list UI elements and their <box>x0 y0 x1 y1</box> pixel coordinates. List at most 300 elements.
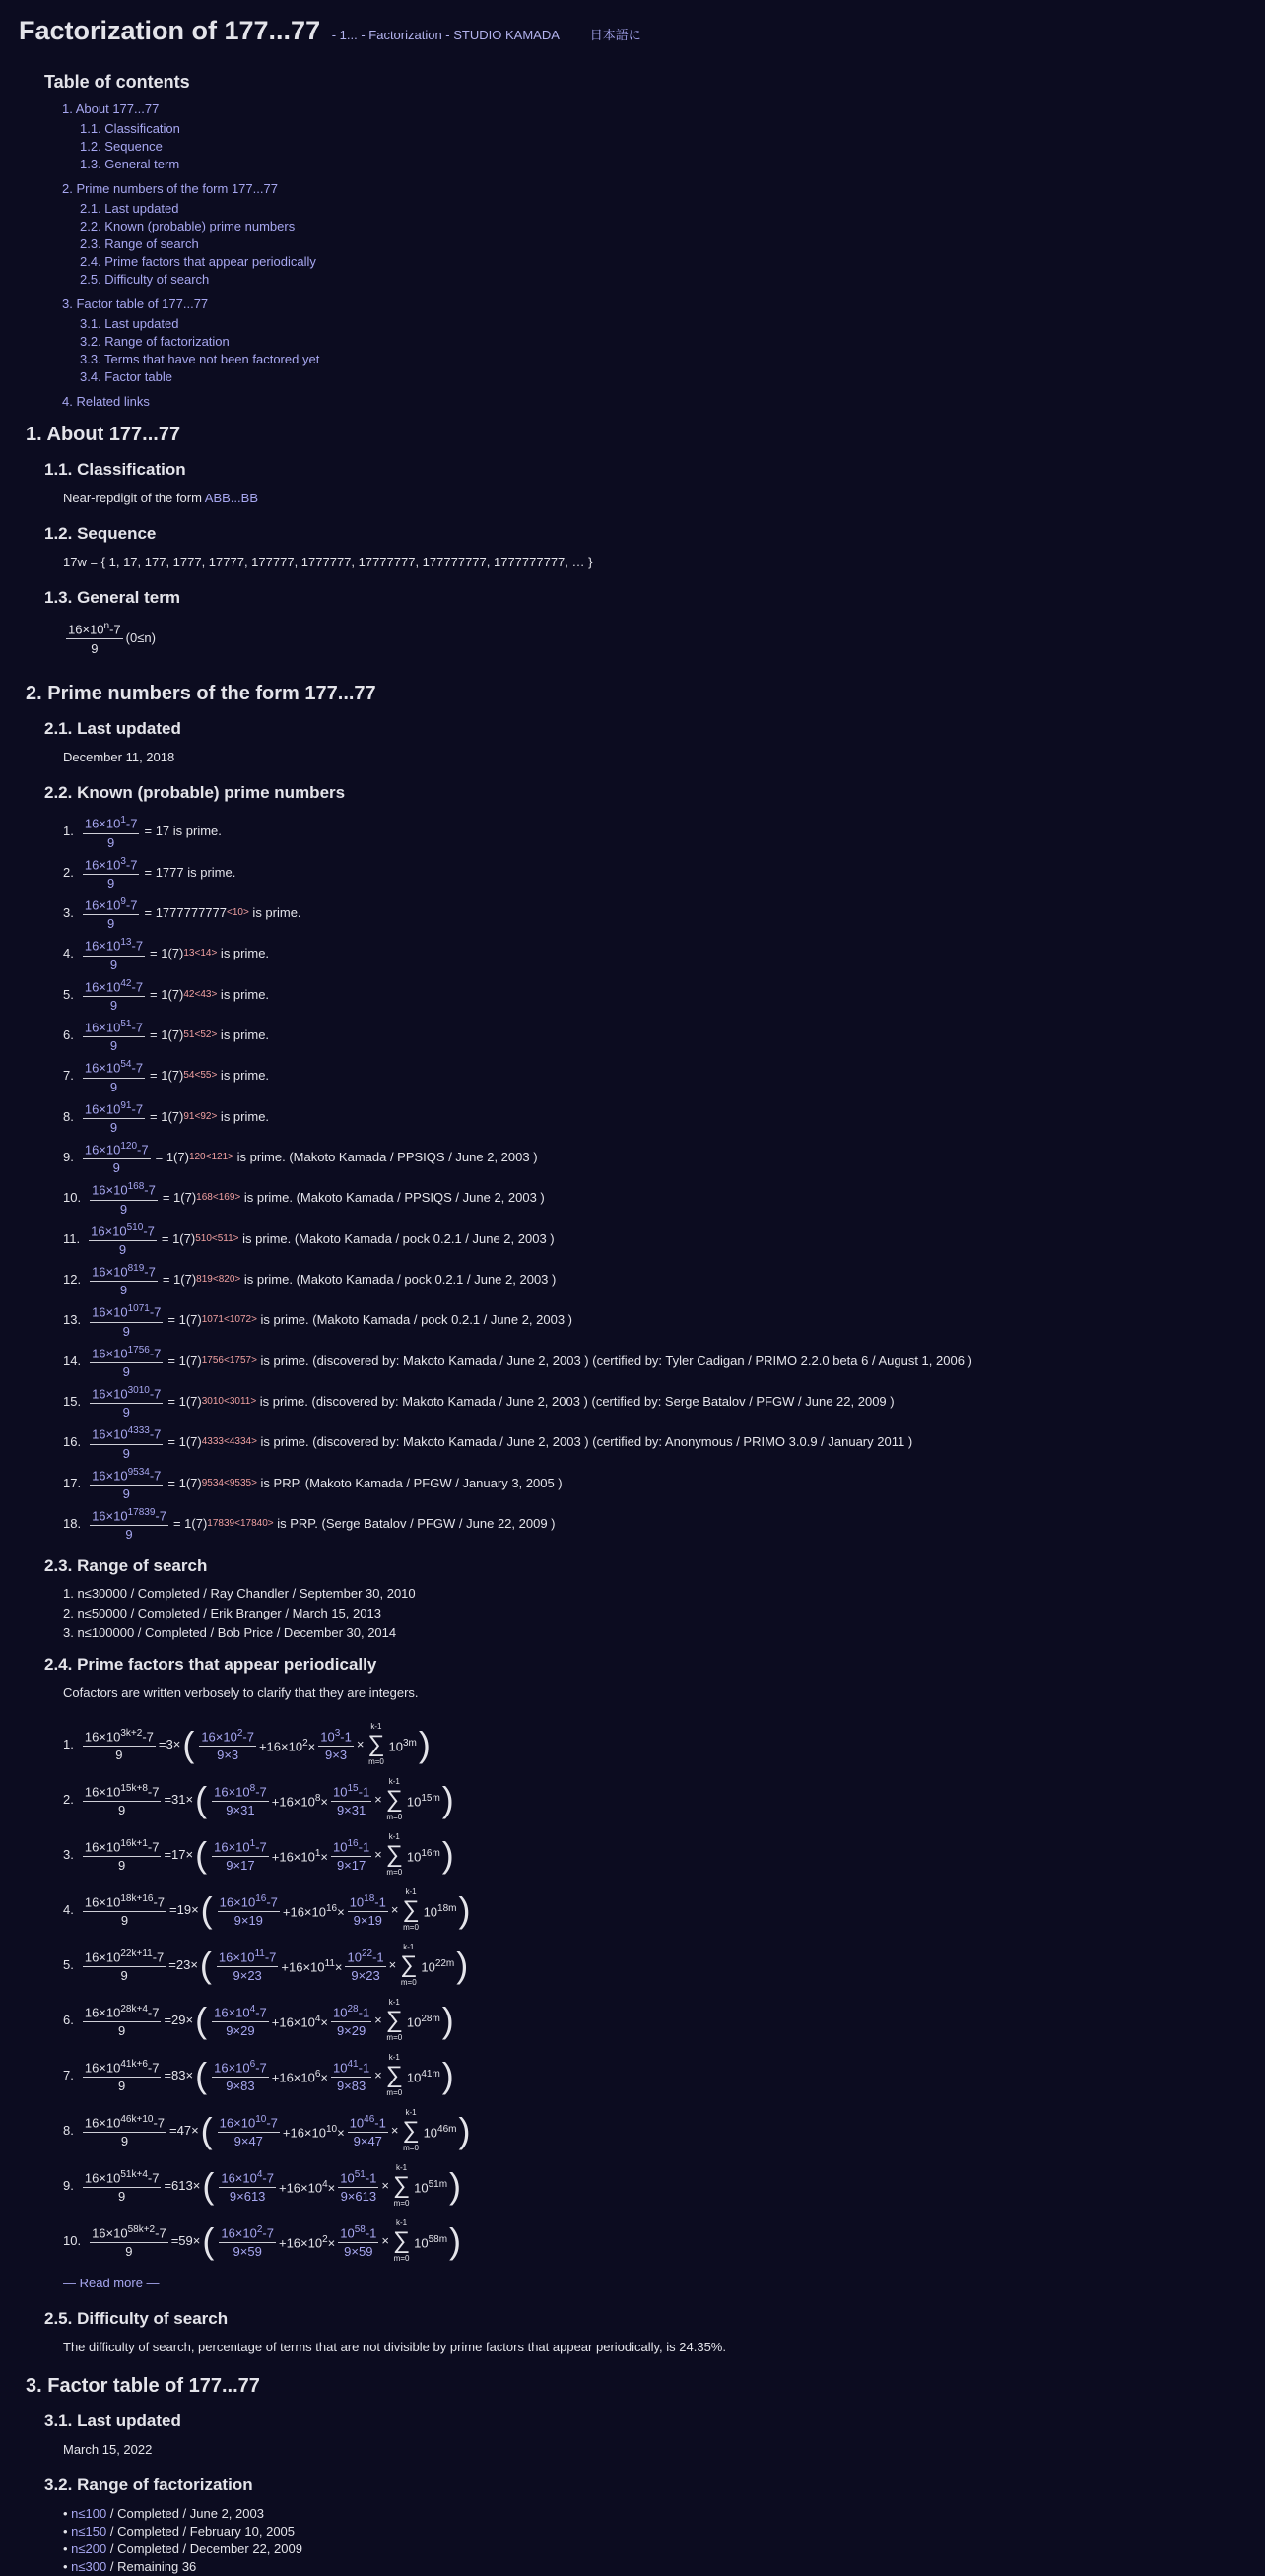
periodic-item: 2. $\frac{16\times 10^{15k+8}-7}{9}$ = 31 × ( $\frac{16\times 10^8-7}{9\times 31}$ $+16\times 10^8\times$ $\frac{10^{15}-1}{9\times 31}$ × k-1 ∑ m=0 $10^{15m}$ ) <box>63 1774 1265 1825</box>
prime-fraction[interactable]: $\frac{16\times 10^{9534}-7}{9}$ <box>92 1466 162 1501</box>
item-number: 5. <box>63 986 74 1002</box>
toc-subitem <box>80 218 1265 235</box>
prime-value: = 1(7) <box>150 986 184 1002</box>
power-term: $10^{22m}$ <box>421 1957 455 1974</box>
exponent: 3 <box>334 1728 341 1740</box>
exponent: 1756 <box>127 1344 150 1355</box>
formula-fraction: $\frac{10^{15}-1}{9\times 31}$ <box>333 1783 370 1818</box>
prime-item <box>63 1505 1265 1543</box>
item-number: 12. <box>63 1272 82 1288</box>
prime-factor: 613 <box>243 2189 266 2205</box>
heading-difficulty: 2.5. Difficulty of search <box>44 2309 229 2329</box>
prime-factor: 59 <box>359 2244 373 2260</box>
prime-value: = 17 <box>144 824 170 839</box>
prime-item <box>63 894 1265 932</box>
toc-sublink[interactable]: 3.2. Range of factorization <box>80 334 230 349</box>
sigma-icon: k-1 ∑ m=0 <box>385 1777 403 1822</box>
prime-status: is prime. <box>217 1027 270 1043</box>
digit-count: 4333<4334> <box>201 1436 257 1448</box>
exponent: 10 <box>325 2123 338 2135</box>
formula-fraction: $\frac{16\times 10^1-7}{9\times 17}$ <box>214 1838 267 1874</box>
exponent: 1 <box>314 1847 321 1859</box>
prime-factor: 19 <box>367 1913 382 1929</box>
heading-periodic-factors: 2.4. Prime factors that appear periodically <box>44 1655 377 1675</box>
right-paren: ) <box>418 1724 431 1765</box>
prime-status: is prime. (Makoto Kamada / pock 0.2.1 / June 2, 2003 ) <box>238 1230 555 1246</box>
right-paren: ) <box>441 1779 454 1820</box>
formula-fraction: $\frac{16\times 10^{51k+4}-7}{9}$ <box>84 2169 160 2205</box>
item-number: 4. <box>63 1902 74 1918</box>
digit-count: 51<52> <box>183 1029 218 1041</box>
item-number: 6. <box>63 2013 74 2028</box>
prime-status: is prime. <box>169 824 222 839</box>
sigma-icon: k-1 ∑ m=0 <box>385 2053 403 2098</box>
sigma-icon: k-1 ∑ m=0 <box>385 1832 403 1878</box>
item-number: 13. <box>63 1312 82 1328</box>
prime-value: = 1(7) <box>150 1068 184 1084</box>
digit-count: 42<43> <box>183 988 218 1000</box>
left-paren: ( <box>202 2165 215 2207</box>
read-more-link[interactable]: — Read more — <box>63 2276 160 2291</box>
classification <box>63 490 1265 506</box>
prime-value: = 1(7) <box>150 1027 184 1043</box>
exponent: 16 <box>325 1902 338 1914</box>
prime-status: is prime. (Makoto Kamada / pock 0.2.1 / June 2, 2003 ) <box>256 1312 573 1328</box>
exponent: 1 <box>120 815 126 826</box>
prime-value: = 1(7) <box>167 1312 202 1328</box>
exponent: 15k+8 <box>120 1783 148 1795</box>
prime-fraction[interactable]: $\frac{16\times 10^{3010}-7}{9}$ <box>92 1384 162 1420</box>
heading-factor-last-updated: 3.1. Last updated <box>44 2411 181 2431</box>
language-link[interactable]: 日本語に <box>589 28 641 42</box>
toc-subitem <box>80 351 1265 368</box>
formula-fraction: $\frac{10^{41}-1}{9\times 83}$ <box>333 2059 370 2094</box>
formula-fraction: $\frac{10^{18}-1}{9\times 19}$ <box>349 1893 386 1929</box>
digit-count: 17839<17840> <box>207 1518 274 1530</box>
formula-fraction: $\frac{10^{22}-1}{9\times 23}$ <box>347 1949 384 1984</box>
formula-fraction: $\frac{16\times 10^{3k+2}-7}{9}$ <box>84 1728 154 1763</box>
prime-item <box>63 1179 1265 1217</box>
formula-fraction: $\frac{16\times 10^{41k+6}-7}{9}$ <box>84 2059 160 2094</box>
sigma-icon: k-1 ∑ m=0 <box>367 1722 385 1767</box>
prime-item <box>63 1098 1265 1136</box>
toc-sublink[interactable]: 2.2. Known (probable) prime numbers <box>80 219 296 233</box>
power-term: $10^{16m}$ <box>406 1847 440 1864</box>
factor-last-updated-value: March 15, 2022 <box>63 2442 153 2458</box>
exponent: 22 <box>361 1949 373 1960</box>
exponent: 13 <box>120 937 132 949</box>
right-paren: ) <box>441 2000 454 2041</box>
digit-count: 3010<3011> <box>201 1396 257 1408</box>
toc-sublink[interactable]: 1.3. General term <box>80 157 180 171</box>
prime-value: = 1(7) <box>162 1272 197 1288</box>
breadcrumb[interactable]: - 1... - Factorization - STUDIO KAMADA <box>331 28 560 42</box>
sigma-icon: k-1 ∑ m=0 <box>402 2108 420 2153</box>
power-term: $10^{15m}$ <box>406 1792 440 1809</box>
item-number: 2. <box>63 864 74 880</box>
exponent: 17839 <box>127 1506 156 1518</box>
periodic-item: 4. $\frac{16\times 10^{18k+16}-7}{9}$ = 19 × ( $\frac{16\times 10^{16}-7}{9\times 19}$ $+16\times 10^{16}\times$ $\frac{10^{18}-1}{9\times 19}$ × k-1 ∑ m=0 $10^{18m}$ ) <box>63 1884 1265 1936</box>
exponent: 58m <box>428 2233 448 2245</box>
item-number: 17. <box>63 1475 82 1490</box>
toc-subitem <box>80 200 1265 218</box>
prime-value: = 1(7) <box>162 1190 197 1206</box>
formula-fraction: $\frac{16\times 10^{28k+4}-7}{9}$ <box>84 2004 160 2039</box>
prime-fraction[interactable]: $\frac{16\times 10^{1756}-7}{9}$ <box>92 1344 162 1379</box>
formula-fraction: $\frac{16\times 10^{58k+2}-7}{9}$ <box>92 2224 166 2260</box>
formula-fraction: $\frac{16\times 10^4-7}{9\times 613}$ <box>221 2169 274 2205</box>
exponent: 4 <box>249 2004 256 2015</box>
exponent: 91 <box>120 1099 132 1111</box>
toc-list <box>44 100 1265 410</box>
exponent: 2 <box>302 1737 308 1749</box>
general-term <box>63 618 1265 657</box>
exponent: 2 <box>236 1728 243 1740</box>
range-status: / Completed / December 22, 2009 <box>106 2542 302 2557</box>
digit-count: 54<55> <box>183 1070 218 1082</box>
prime-fraction[interactable]: $\frac{16\times 10^{510}-7}{9}$ <box>91 1222 155 1257</box>
toc-sublink[interactable]: 1.1. Classification <box>80 121 180 136</box>
exponent: 6 <box>314 2068 321 2080</box>
left-paren: ( <box>200 2110 213 2151</box>
prime-factor: 3 <box>231 1748 239 1763</box>
exponent: 46 <box>364 2114 375 2126</box>
range-link[interactable]: n≤100 <box>71 2506 107 2522</box>
prime-factor: 83 <box>351 2079 366 2094</box>
left-paren: ( <box>195 1779 208 1820</box>
exponent: 15 <box>347 1783 359 1795</box>
digit-count: 120<121> <box>188 1152 233 1163</box>
last-updated-value: December 11, 2018 <box>63 750 175 765</box>
middle-term: $+16\times 10^2\times$ <box>258 1737 316 1753</box>
table-of-contents <box>44 72 1265 410</box>
factorization-range-list <box>63 2505 1265 2576</box>
prime-fraction[interactable]: $\frac{16\times 10^{42}-7}{9}$ <box>84 977 144 1013</box>
right-paren: ) <box>441 2055 454 2096</box>
item-number: 8. <box>63 2123 74 2139</box>
periodic-item: 9. $\frac{16\times 10^{51k+4}-7}{9}$ = 613 × ( $\frac{16\times 10^4-7}{9\times 613}$ $+16\times 10^4\times$ $\frac{10^{51}-1}{9\times 613}$ × k-1 ∑ m=0 $10^{51m}$ ) <box>63 2160 1265 2212</box>
page-title: Factorization of 177...77 <box>19 16 321 45</box>
power-term: $10^{28m}$ <box>406 2013 440 2029</box>
prime-fraction[interactable]: $\frac{16\times 10^{1071}-7}{9}$ <box>92 1303 162 1339</box>
formula-fraction: $\frac{16\times 10^{15k+8}-7}{9}$ <box>84 1783 160 1818</box>
exponent: 41k+6 <box>120 2059 148 2071</box>
right-paren: ) <box>458 1889 471 1931</box>
toc-sublink[interactable]: 3.3. Terms that have not been factored yet <box>80 352 320 366</box>
toc-subitem <box>80 138 1265 156</box>
digit-count: <10> <box>227 907 249 919</box>
periodic-item: 6. $\frac{16\times 10^{28k+4}-7}{9}$ = 29 × ( $\frac{16\times 10^4-7}{9\times 29}$ $+16\times 10^4\times$ $\frac{10^{28}-1}{9\times 29}$ × k-1 ∑ m=0 $10^{28m}$ ) <box>63 1995 1265 2046</box>
formula-fraction: $\frac{16\times 10^{16}-7}{9\times 19}$ <box>219 1893 278 1929</box>
prime-factor: 31 <box>240 1803 255 1818</box>
prime-factor: 23 <box>247 1968 262 1984</box>
heading-range-of-factorization: 3.2. Range of factorization <box>44 2476 253 2495</box>
formula-fraction: $\frac{10^{28}-1}{9\times 29}$ <box>333 2004 370 2039</box>
toc-subitem <box>80 120 1265 138</box>
toc-item <box>62 180 1265 289</box>
toc-sublink[interactable]: 2.3. Range of search <box>80 236 199 251</box>
toc-sublink[interactable]: 2.1. Last updated <box>80 201 179 216</box>
item-number: 11. <box>63 1230 81 1246</box>
prime-factor: 59 <box>247 2244 262 2260</box>
prime-fraction[interactable]: $\frac{16\times 10^{51}-7}{9}$ <box>84 1018 144 1054</box>
periodic-item: 5. $\frac{16\times 10^{22k+11}-7}{9}$ = 23 × ( $\frac{16\times 10^{11}-7}{9\times 23}$ $+16\times 10^{11}\times$ $\frac{10^{22}-1}{9\times 23}$ × k-1 ∑ m=0 $10^{22m}$ ) <box>63 1940 1265 1991</box>
item-number: 4. <box>63 946 74 961</box>
left-paren: ( <box>182 1724 195 1765</box>
exponent: 16 <box>255 1893 267 1905</box>
periodic-item: 10. $\frac{16\times 10^{58k+2}-7}{9}$ = 59 × ( $\frac{16\times 10^2-7}{9\times 59}$ $+16\times 10^2\times$ $\frac{10^{58}-1}{9\times 59}$ × k-1 ∑ m=0 $10^{58m}$ ) <box>63 2215 1265 2267</box>
range-status: / Remaining 36 <box>106 2559 197 2575</box>
range-link[interactable]: n≤150 <box>71 2524 107 2540</box>
item-number: 7. <box>63 1068 74 1084</box>
prime-status: is PRP. (Makoto Kamada / PFGW / January 3, 2005 ) <box>256 1475 563 1490</box>
exponent: 15m <box>421 1792 440 1804</box>
toc-sublink[interactable]: 2.5. Difficulty of search <box>80 272 210 287</box>
prime-factor: 31 <box>171 1792 186 1808</box>
range-link[interactable]: n≤300 <box>71 2559 107 2575</box>
right-paren: ) <box>458 2110 471 2151</box>
item-number: 3. <box>63 905 74 921</box>
prime-factor: 29 <box>240 2023 255 2039</box>
prime-fraction[interactable]: $\frac{16\times 10^{54}-7}{9}$ <box>84 1059 144 1094</box>
toc-link[interactable]: 2. Prime numbers of the form 177...77 <box>62 181 278 196</box>
prime-factor: 19 <box>176 1902 192 1918</box>
exponent: 510 <box>126 1222 144 1233</box>
prime-status: is prime. <box>217 1068 270 1084</box>
middle-term: $+16\times 10^4\times$ <box>271 2013 329 2029</box>
prime-status: is prime. (discovered by: Makoto Kamada / June 2, 2003 ) (certified by: Serge Batalov / PFGW / June 22, 2009 ) <box>256 1394 895 1410</box>
classification-text: Near-repdigit of the form <box>63 491 205 505</box>
exponent: 3k+2 <box>120 1728 143 1740</box>
prime-value: = 1(7) <box>150 1108 184 1124</box>
general-term-fraction: $\frac{16\times 10^n-7}{9}$ <box>66 618 123 657</box>
prime-item <box>63 1139 1265 1176</box>
prime-fraction[interactable]: $\frac{16\times 10^1-7}{9}$ <box>84 815 138 850</box>
exponent: 51 <box>120 1018 132 1029</box>
prime-fraction[interactable]: $\frac{16\times 10^{91}-7}{9}$ <box>84 1099 144 1135</box>
item-number: 6. <box>63 1027 74 1043</box>
range-status: / Completed / June 2, 2003 <box>106 2506 264 2522</box>
exponent: 22k+11 <box>120 1949 153 1960</box>
formula-fraction: $\frac{16\times 10^{46k+10}-7}{9}$ <box>84 2114 166 2149</box>
prime-value: = 1777 <box>144 864 184 880</box>
exponent: 58k+2 <box>127 2224 156 2236</box>
formula-fraction: $\frac{16\times 10^4-7}{9\times 29}$ <box>214 2004 267 2039</box>
prime-status: is prime. (discovered by: Makoto Kamada / June 2, 2003 ) (certified by: Tyler Cadigan / PRIMO 2.2.0 beta 6 / August 1, 2006 ) <box>256 1353 972 1368</box>
exponent: 1071 <box>127 1303 150 1315</box>
prime-status: is prime. <box>248 905 301 921</box>
exponent: 46m <box>437 2123 457 2135</box>
power-term: $10^{51m}$ <box>414 2178 448 2195</box>
range-status: / Completed / February 10, 2005 <box>106 2524 296 2540</box>
exponent: 2 <box>256 2224 263 2236</box>
prime-item <box>63 854 1265 892</box>
exponent: 3010 <box>127 1384 150 1396</box>
item-number: 10. <box>63 2233 82 2249</box>
exponent: 4 <box>256 2169 263 2181</box>
section-1-heading: 1. About 177...77 <box>26 424 181 445</box>
toc-link[interactable]: 4. Related links <box>62 394 150 409</box>
digit-count: 168<169> <box>196 1192 241 1204</box>
sigma-icon: k-1 ∑ m=0 <box>400 1943 418 1988</box>
toc-sublink[interactable]: 2.4. Prime factors that appear periodically <box>80 254 316 269</box>
prime-factor: 23 <box>175 1957 191 1973</box>
exponent: 54 <box>120 1059 132 1071</box>
left-paren: ( <box>202 2220 215 2262</box>
formula-fraction: $\frac{10^3-1}{9\times 3}$ <box>320 1728 352 1763</box>
digit-count: 9534<9535> <box>201 1477 257 1488</box>
toc-subitem <box>80 253 1265 271</box>
prime-factor: 613 <box>355 2189 377 2205</box>
digit-count: 13<14> <box>183 948 218 959</box>
exponent: 9534 <box>127 1466 150 1478</box>
exponent: 41 <box>347 2059 359 2071</box>
exponent: 6 <box>249 2059 256 2071</box>
prime-fraction[interactable]: $\frac{16\times 10^3-7}{9}$ <box>84 855 138 891</box>
prime-factor: 47 <box>367 2134 382 2149</box>
prime-fraction[interactable]: $\frac{16\times 10^{17839}-7}{9}$ <box>92 1506 166 1543</box>
prime-factor: 59 <box>178 2233 193 2249</box>
left-paren: ( <box>195 1834 208 1876</box>
heading-last-updated: 2.1. Last updated <box>44 719 181 739</box>
search-range-item: 3. n≤100000 / Completed / Bob Price / December 30, 2014 <box>63 1625 397 1641</box>
exponent: 1 <box>249 1838 256 1850</box>
prime-fraction[interactable]: $\frac{16\times 10^{120}-7}{9}$ <box>84 1140 149 1176</box>
power-term: $10^{41m}$ <box>406 2068 440 2084</box>
toc-sublink[interactable]: 3.4. Factor table <box>80 369 172 384</box>
exponent: 51 <box>354 2169 366 2181</box>
toc-link[interactable]: 3. Factor table of 177...77 <box>62 297 209 311</box>
periodic-item: 1. $\frac{16\times 10^{3k+2}-7}{9}$ = 3 × ( $\frac{16\times 10^2-7}{9\times 3}$ $+16\times 10^2\times$ $\frac{10^3-1}{9\times 3}$ × k-1 ∑ m=0 $10^{3m}$ ) <box>63 1719 1265 1770</box>
exponent: 3 <box>120 855 126 867</box>
prime-fraction[interactable]: $\frac{16\times 10^{13}-7}{9}$ <box>84 937 144 972</box>
toc-item <box>62 393 1265 410</box>
middle-term: $+16\times 10^2\times$ <box>278 2233 336 2250</box>
middle-term: $+16\times 10^6\times$ <box>271 2068 329 2084</box>
exponent: 8 <box>249 1783 256 1795</box>
formula-fraction: $\frac{10^{46}-1}{9\times 47}$ <box>349 2114 386 2149</box>
toc-subitem <box>80 368 1265 386</box>
formula-fraction: $\frac{16\times 10^{10}-7}{9\times 47}$ <box>219 2114 278 2149</box>
prime-status: is prime. <box>217 1108 270 1124</box>
prime-factor: 31 <box>351 1803 366 1818</box>
heading-general-term: 1.3. General term <box>44 588 180 607</box>
formula-fraction: $\frac{16\times 10^{22k+11}-7}{9}$ <box>84 1949 165 1984</box>
sequence-text: 17w = { 1, 17, 177, 1777, 17777, 177777, 1777777, 17777777, 177777777, 1777777777, … } <box>63 555 593 569</box>
classification-link[interactable]: ABB...BB <box>204 491 258 505</box>
right-paren: ) <box>449 2220 462 2262</box>
item-number: 9. <box>63 1150 74 1165</box>
item-number: 5. <box>63 1957 74 1973</box>
heading-known-primes: 2.2. Known (probable) prime numbers <box>44 783 346 803</box>
exponent: 4 <box>322 2178 328 2190</box>
sigma-icon: k-1 ∑ m=0 <box>385 1998 403 2043</box>
prime-fraction[interactable]: $\frac{16\times 10^{168}-7}{9}$ <box>92 1181 156 1217</box>
toc-link[interactable]: 1. About 177...77 <box>62 101 160 116</box>
prime-value: = 1(7) <box>150 946 184 961</box>
prime-item <box>63 1221 1265 1258</box>
exponent: 8 <box>314 1792 321 1804</box>
item-number: 3. <box>63 1847 74 1863</box>
digit-count: 1071<1072> <box>201 1314 257 1326</box>
right-paren: ) <box>449 2165 462 2207</box>
prime-factor: 17 <box>240 1858 255 1874</box>
prime-factor: 17 <box>351 1858 366 1874</box>
prime-value: = 1(7) <box>167 1353 202 1368</box>
known-primes-list <box>63 813 1265 1543</box>
periodic-item: 3. $\frac{16\times 10^{16k+1}-7}{9}$ = 17 × ( $\frac{16\times 10^1-7}{9\times 17}$ $+16\times 10^1\times$ $\frac{10^{16}-1}{9\times 17}$ × k-1 ∑ m=0 $10^{16m}$ ) <box>63 1829 1265 1881</box>
formula-fraction: $\frac{16\times 10^2-7}{9\times 59}$ <box>221 2224 274 2260</box>
power-term: $10^{58m}$ <box>414 2233 448 2250</box>
periodic-item: 7. $\frac{16\times 10^{41k+6}-7}{9}$ = 83 × ( $\frac{16\times 10^6-7}{9\times 83}$ $+16\times 10^6\times$ $\frac{10^{41}-1}{9\times 83}$ × k-1 ∑ m=0 $10^{41m}$ ) <box>63 2050 1265 2101</box>
formula-fraction: $\frac{16\times 10^{18k+16}-7}{9}$ <box>84 1893 166 1929</box>
item-number: 1. <box>63 824 74 839</box>
item-number: 15. <box>63 1394 82 1410</box>
toc-subitem <box>80 235 1265 253</box>
prime-status: is prime. <box>217 986 270 1002</box>
formula-fraction: $\frac{16\times 10^6-7}{9\times 83}$ <box>214 2059 267 2094</box>
prime-item <box>63 1423 1265 1461</box>
prime-value: = 1777777777 <box>144 905 227 921</box>
toc-sublink[interactable]: 1.2. Sequence <box>80 139 163 154</box>
periodic-factor-list <box>63 1719 1265 2267</box>
cofactor-note: Cofactors are written verbosely to clarify that they are integers. <box>63 1685 419 1701</box>
item-number: 1. <box>63 1737 74 1752</box>
exponent: 46k+10 <box>120 2114 154 2126</box>
prime-item <box>63 1465 1265 1502</box>
middle-term: $+16\times 10^1\times$ <box>271 1847 329 1864</box>
exponent: 819 <box>127 1262 145 1274</box>
formula-fraction: $\frac{16\times 10^{11}-7}{9\times 23}$ <box>218 1949 277 1984</box>
range-link[interactable]: n≤200 <box>71 2542 107 2557</box>
toc-title: Table of contents <box>44 72 190 92</box>
toc-sublist <box>80 315 1265 386</box>
section-2-heading: 2. Prime numbers of the form 177...77 <box>26 683 376 705</box>
prime-fraction[interactable]: $\frac{16\times 10^{819}-7}{9}$ <box>92 1262 156 1298</box>
prime-factor: 29 <box>171 2013 186 2028</box>
toc-sublink[interactable]: 3.1. Last updated <box>80 316 179 331</box>
item-number: 14. <box>63 1353 82 1368</box>
prime-value: = 1(7) <box>167 1394 202 1410</box>
toc-subitem <box>80 156 1265 173</box>
prime-item <box>63 1343 1265 1380</box>
exponent: 22m <box>434 1957 455 1969</box>
prime-item <box>63 1383 1265 1420</box>
prime-status: is prime. <box>217 946 270 961</box>
item-number: 8. <box>63 1108 74 1124</box>
prime-status: is prime. <box>183 864 236 880</box>
exponent: 51m <box>428 2178 448 2190</box>
factorization-range-item: • n≤300 / Remaining 36 <box>63 2559 197 2575</box>
prime-status: is prime. (Makoto Kamada / pock 0.2.1 / June 2, 2003 ) <box>240 1272 557 1288</box>
sigma-icon: k-1 ∑ m=0 <box>402 1887 420 1933</box>
prime-item <box>63 813 1265 850</box>
digit-count: 91<92> <box>183 1110 218 1122</box>
exponent: 10 <box>255 2114 267 2126</box>
exponent: 11 <box>254 1949 265 1960</box>
exponent: 2 <box>322 2233 328 2245</box>
prime-value: = 1(7) <box>172 1516 208 1532</box>
prime-factor: 3 <box>339 1748 348 1763</box>
item-number: 16. <box>63 1434 82 1450</box>
prime-fraction[interactable]: $\frac{16\times 10^{4333}-7}{9}$ <box>92 1425 162 1461</box>
exponent: 16k+1 <box>120 1838 148 1850</box>
search-range-list <box>63 1586 1265 1641</box>
prime-factor: 3 <box>166 1737 173 1752</box>
factorization-range-item: • n≤100 / Completed / June 2, 2003 <box>63 2506 264 2522</box>
prime-fraction[interactable]: $\frac{16\times 10^9-7}{9}$ <box>84 895 138 932</box>
formula-fraction: $\frac{10^{16}-1}{9\times 17}$ <box>333 1838 370 1874</box>
